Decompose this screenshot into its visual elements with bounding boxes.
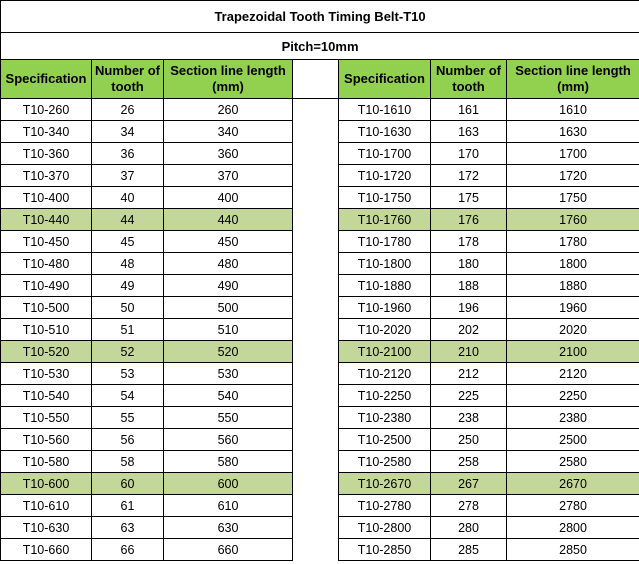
length-cell: 2250: [507, 385, 639, 407]
length-cell: 2100: [507, 341, 639, 363]
teeth-cell: 63: [92, 517, 164, 539]
length-cell: 1760: [507, 209, 639, 231]
length-cell: 560: [164, 429, 293, 451]
spec-cell: T10-450: [1, 231, 92, 253]
length-cell: 1800: [507, 253, 639, 275]
length-cell: 660: [164, 539, 293, 561]
teeth-cell: 45: [92, 231, 164, 253]
length-cell: 520: [164, 341, 293, 363]
spec-cell: T10-1610: [339, 99, 431, 121]
table-row: [1, 539, 639, 561]
teeth-cell: 172: [431, 165, 507, 187]
teeth-cell: 49: [92, 275, 164, 297]
table-row: [1, 363, 639, 385]
header-specification-left: Specification: [1, 60, 92, 99]
teeth-cell: 176: [431, 209, 507, 231]
spec-cell: T10-2580: [339, 451, 431, 473]
spec-cell: T10-2500: [339, 429, 431, 451]
spec-cell: T10-2100: [339, 341, 431, 363]
table-row: [1, 165, 639, 187]
length-cell: 2780: [507, 495, 639, 517]
length-cell: 1720: [507, 165, 639, 187]
gap-cell: [293, 319, 339, 341]
table-row: [1, 231, 639, 253]
teeth-cell: 278: [431, 495, 507, 517]
teeth-cell: 196: [431, 297, 507, 319]
teeth-cell: 26: [92, 99, 164, 121]
spec-cell: T10-660: [1, 539, 92, 561]
spec-cell: T10-1780: [339, 231, 431, 253]
spec-cell: T10-580: [1, 451, 92, 473]
table-row: [1, 187, 639, 209]
gap-cell: [293, 363, 339, 385]
length-cell: 2850: [507, 539, 639, 561]
header-specification-right: Specification: [339, 60, 431, 99]
length-cell: 1610: [507, 99, 639, 121]
teeth-cell: 53: [92, 363, 164, 385]
length-cell: 2380: [507, 407, 639, 429]
spec-cell: T10-1760: [339, 209, 431, 231]
teeth-cell: 56: [92, 429, 164, 451]
teeth-cell: 58: [92, 451, 164, 473]
table-row: [1, 495, 639, 517]
teeth-cell: 280: [431, 517, 507, 539]
spec-cell: T10-1880: [339, 275, 431, 297]
teeth-cell: 51: [92, 319, 164, 341]
gap-cell: [293, 451, 339, 473]
spec-cell: T10-610: [1, 495, 92, 517]
teeth-cell: 55: [92, 407, 164, 429]
length-cell: 610: [164, 495, 293, 517]
teeth-cell: 250: [431, 429, 507, 451]
length-cell: 540: [164, 385, 293, 407]
gap-cell: [293, 539, 339, 561]
gap-cell: [293, 231, 339, 253]
table-row: [1, 99, 639, 121]
teeth-cell: 60: [92, 473, 164, 495]
table-row: [1, 297, 639, 319]
length-cell: 500: [164, 297, 293, 319]
length-cell: 600: [164, 473, 293, 495]
teeth-cell: 210: [431, 341, 507, 363]
length-cell: 260: [164, 99, 293, 121]
table-row: [1, 253, 639, 275]
table-row: [1, 517, 639, 539]
length-cell: 480: [164, 253, 293, 275]
length-cell: 1880: [507, 275, 639, 297]
length-cell: 550: [164, 407, 293, 429]
teeth-cell: 170: [431, 143, 507, 165]
length-cell: 2120: [507, 363, 639, 385]
spec-cell: T10-480: [1, 253, 92, 275]
table-row: [1, 407, 639, 429]
gap-cell: [293, 187, 339, 209]
spec-cell: T10-560: [1, 429, 92, 451]
length-cell: 1780: [507, 231, 639, 253]
table-row: [1, 429, 639, 451]
table-row: [1, 209, 639, 231]
length-cell: 530: [164, 363, 293, 385]
gap-cell: [293, 429, 339, 451]
length-cell: 370: [164, 165, 293, 187]
spec-cell: T10-2780: [339, 495, 431, 517]
spec-cell: T10-500: [1, 297, 92, 319]
length-cell: 360: [164, 143, 293, 165]
gap-cell: [293, 143, 339, 165]
table-title: Trapezoidal Tooth Timing Belt-T10: [1, 1, 639, 33]
teeth-cell: 188: [431, 275, 507, 297]
length-cell: 400: [164, 187, 293, 209]
spec-cell: T10-2120: [339, 363, 431, 385]
length-cell: 450: [164, 231, 293, 253]
teeth-cell: 37: [92, 165, 164, 187]
gap-cell: [293, 385, 339, 407]
teeth-cell: 48: [92, 253, 164, 275]
teeth-cell: 44: [92, 209, 164, 231]
table-row: [1, 451, 639, 473]
gap-cell: [293, 275, 339, 297]
length-cell: 2020: [507, 319, 639, 341]
spec-cell: T10-2850: [339, 539, 431, 561]
spec-cell: T10-550: [1, 407, 92, 429]
spec-cell: T10-2250: [339, 385, 431, 407]
pitch-label: Pitch=10mm: [1, 33, 639, 60]
teeth-cell: 50: [92, 297, 164, 319]
length-cell: 510: [164, 319, 293, 341]
spec-cell: T10-360: [1, 143, 92, 165]
teeth-cell: 225: [431, 385, 507, 407]
gap-cell: [293, 495, 339, 517]
spec-cell: T10-1630: [339, 121, 431, 143]
spec-cell: T10-490: [1, 275, 92, 297]
spec-cell: T10-260: [1, 99, 92, 121]
teeth-cell: 267: [431, 473, 507, 495]
teeth-cell: 161: [431, 99, 507, 121]
teeth-cell: 178: [431, 231, 507, 253]
spec-cell: T10-440: [1, 209, 92, 231]
spec-cell: T10-2020: [339, 319, 431, 341]
spec-cell: T10-400: [1, 187, 92, 209]
gap-cell: [293, 209, 339, 231]
gap-cell: [293, 517, 339, 539]
gap-cell: [293, 341, 339, 363]
spec-cell: T10-340: [1, 121, 92, 143]
spec-cell: T10-600: [1, 473, 92, 495]
spec-cell: T10-370: [1, 165, 92, 187]
length-cell: 490: [164, 275, 293, 297]
teeth-cell: 238: [431, 407, 507, 429]
length-cell: 1960: [507, 297, 639, 319]
spec-cell: T10-630: [1, 517, 92, 539]
teeth-cell: 66: [92, 539, 164, 561]
spec-cell: T10-2800: [339, 517, 431, 539]
table-row: [1, 473, 639, 495]
spec-cell: T10-1800: [339, 253, 431, 275]
teeth-cell: 202: [431, 319, 507, 341]
length-cell: 2500: [507, 429, 639, 451]
header-length-right: Section line length (mm): [507, 60, 639, 99]
teeth-cell: 40: [92, 187, 164, 209]
teeth-cell: 175: [431, 187, 507, 209]
length-cell: 1750: [507, 187, 639, 209]
gap-cell: [293, 99, 339, 121]
length-cell: 2670: [507, 473, 639, 495]
table-row: [1, 385, 639, 407]
spec-cell: T10-540: [1, 385, 92, 407]
length-cell: 630: [164, 517, 293, 539]
teeth-cell: 54: [92, 385, 164, 407]
length-cell: 1630: [507, 121, 639, 143]
table-row: [1, 341, 639, 363]
teeth-cell: 36: [92, 143, 164, 165]
header-teeth-left: Number of tooth: [92, 60, 164, 99]
length-cell: 340: [164, 121, 293, 143]
gap-cell: [293, 165, 339, 187]
gap-cell: [293, 253, 339, 275]
teeth-cell: 180: [431, 253, 507, 275]
length-cell: 440: [164, 209, 293, 231]
teeth-cell: 61: [92, 495, 164, 517]
length-cell: 580: [164, 451, 293, 473]
length-cell: 2800: [507, 517, 639, 539]
teeth-cell: 163: [431, 121, 507, 143]
teeth-cell: 34: [92, 121, 164, 143]
length-cell: 2580: [507, 451, 639, 473]
teeth-cell: 285: [431, 539, 507, 561]
table-row: [1, 275, 639, 297]
table-row: [1, 319, 639, 341]
spec-cell: T10-2380: [339, 407, 431, 429]
gap-cell: [293, 473, 339, 495]
gap-cell: [293, 297, 339, 319]
header-length-left: Section line length (mm): [164, 60, 293, 99]
spec-cell: T10-1960: [339, 297, 431, 319]
spec-cell: T10-1750: [339, 187, 431, 209]
teeth-cell: 258: [431, 451, 507, 473]
teeth-cell: 52: [92, 341, 164, 363]
table-row: [1, 143, 639, 165]
gap-cell: [293, 407, 339, 429]
spec-cell: T10-530: [1, 363, 92, 385]
spec-cell: T10-510: [1, 319, 92, 341]
spec-cell: T10-1720: [339, 165, 431, 187]
gap-cell: [293, 121, 339, 143]
table-row: [1, 121, 639, 143]
spec-cell: T10-1700: [339, 143, 431, 165]
spec-cell: T10-2670: [339, 473, 431, 495]
header-gap: [293, 60, 339, 99]
teeth-cell: 212: [431, 363, 507, 385]
header-teeth-right: Number of tooth: [431, 60, 507, 99]
length-cell: 1700: [507, 143, 639, 165]
spec-cell: T10-520: [1, 341, 92, 363]
